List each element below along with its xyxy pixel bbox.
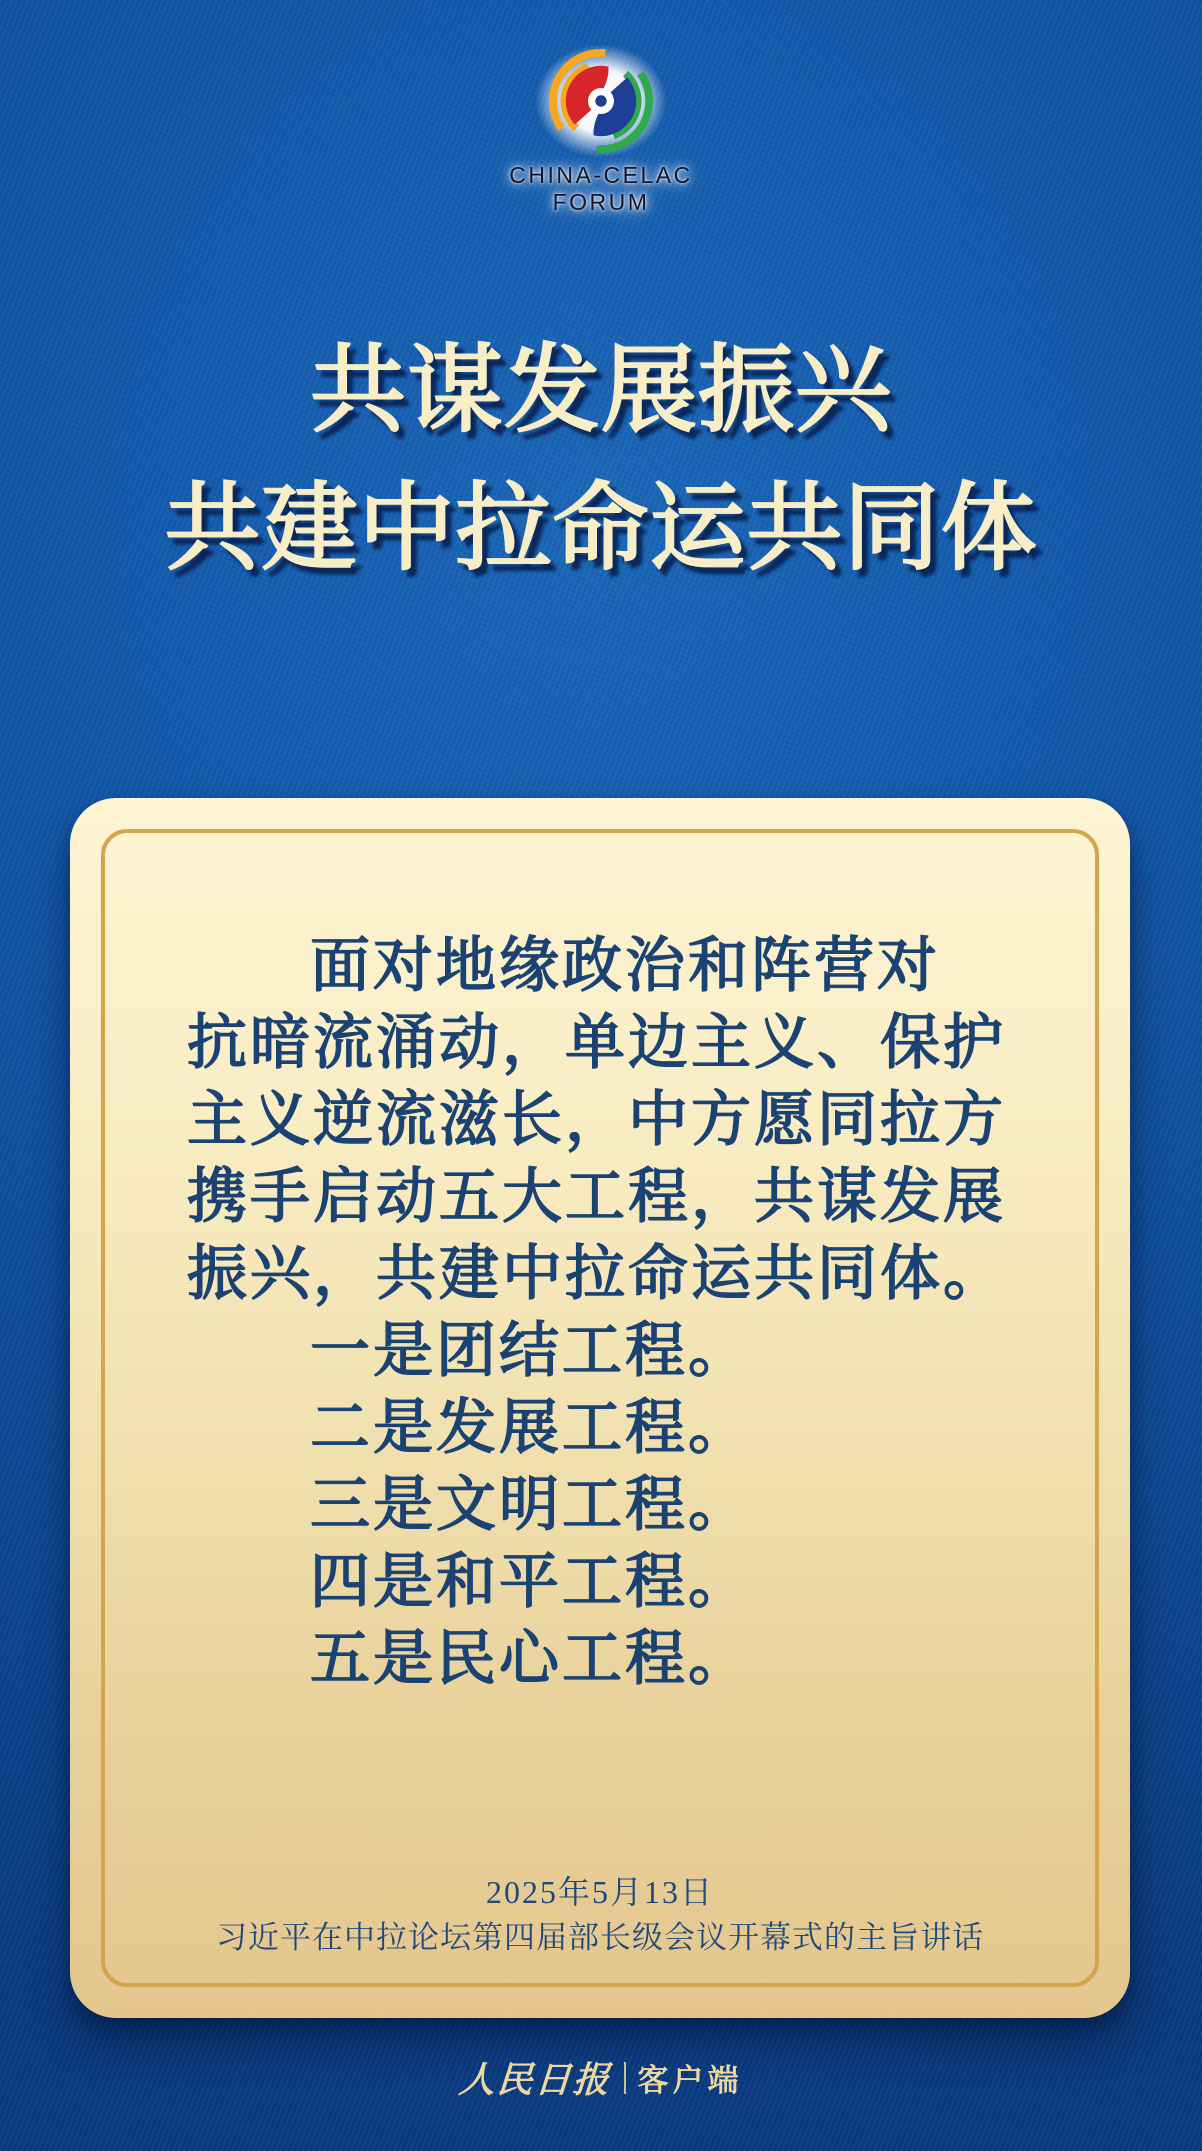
quote-line: 抗暗流涌动，单边主义、保护: [187, 1010, 1006, 1076]
quote-list-item: 四是和平工程。: [310, 1549, 751, 1615]
quote-footer: [70, 1874, 1130, 1956]
quote-list-item: 一是团结工程。: [310, 1318, 751, 1384]
quote-text: [187, 928, 1023, 1698]
forum-name-line1: CHINA-CELAC: [509, 162, 693, 188]
quote-line: 振兴，共建中拉命运共同体。: [187, 1241, 1006, 1307]
title-line2: 共建中拉命运共同体: [164, 475, 1038, 582]
forum-name: [0, 162, 1202, 216]
brand-client-label: 客户端: [637, 2063, 743, 2098]
quote-attribution: 习近平在中拉论坛第四届部长级会议开幕式的主旨讲话: [216, 1920, 984, 1955]
peoples-daily-wordmark: 人民日报: [457, 2059, 613, 2101]
publisher-brand: [0, 2052, 1202, 2103]
poster-title: [0, 322, 1202, 598]
title-line1: 共谋发展振兴: [310, 337, 892, 444]
quote-list-item: 三是文明工程。: [310, 1472, 751, 1538]
quote-date: 2025年5月13日: [485, 1874, 714, 1910]
quote-list-item: 二是发展工程。: [310, 1395, 751, 1461]
quote-list-item: 五是民心工程。: [310, 1626, 751, 1692]
quote-line: 主义逆流滋长，中方愿同拉方: [187, 1087, 1006, 1153]
forum-logo-block: [0, 36, 1202, 216]
quote-card: [70, 798, 1130, 2018]
forum-name-line2: FORUM: [552, 189, 650, 215]
china-celac-forum-swirl-icon: [523, 36, 679, 166]
quote-line: 面对地缘政治和阵营对: [310, 933, 940, 999]
quote-line: 携手启动五大工程，共谋发展: [187, 1164, 1006, 1230]
brand-divider: [624, 2062, 626, 2094]
